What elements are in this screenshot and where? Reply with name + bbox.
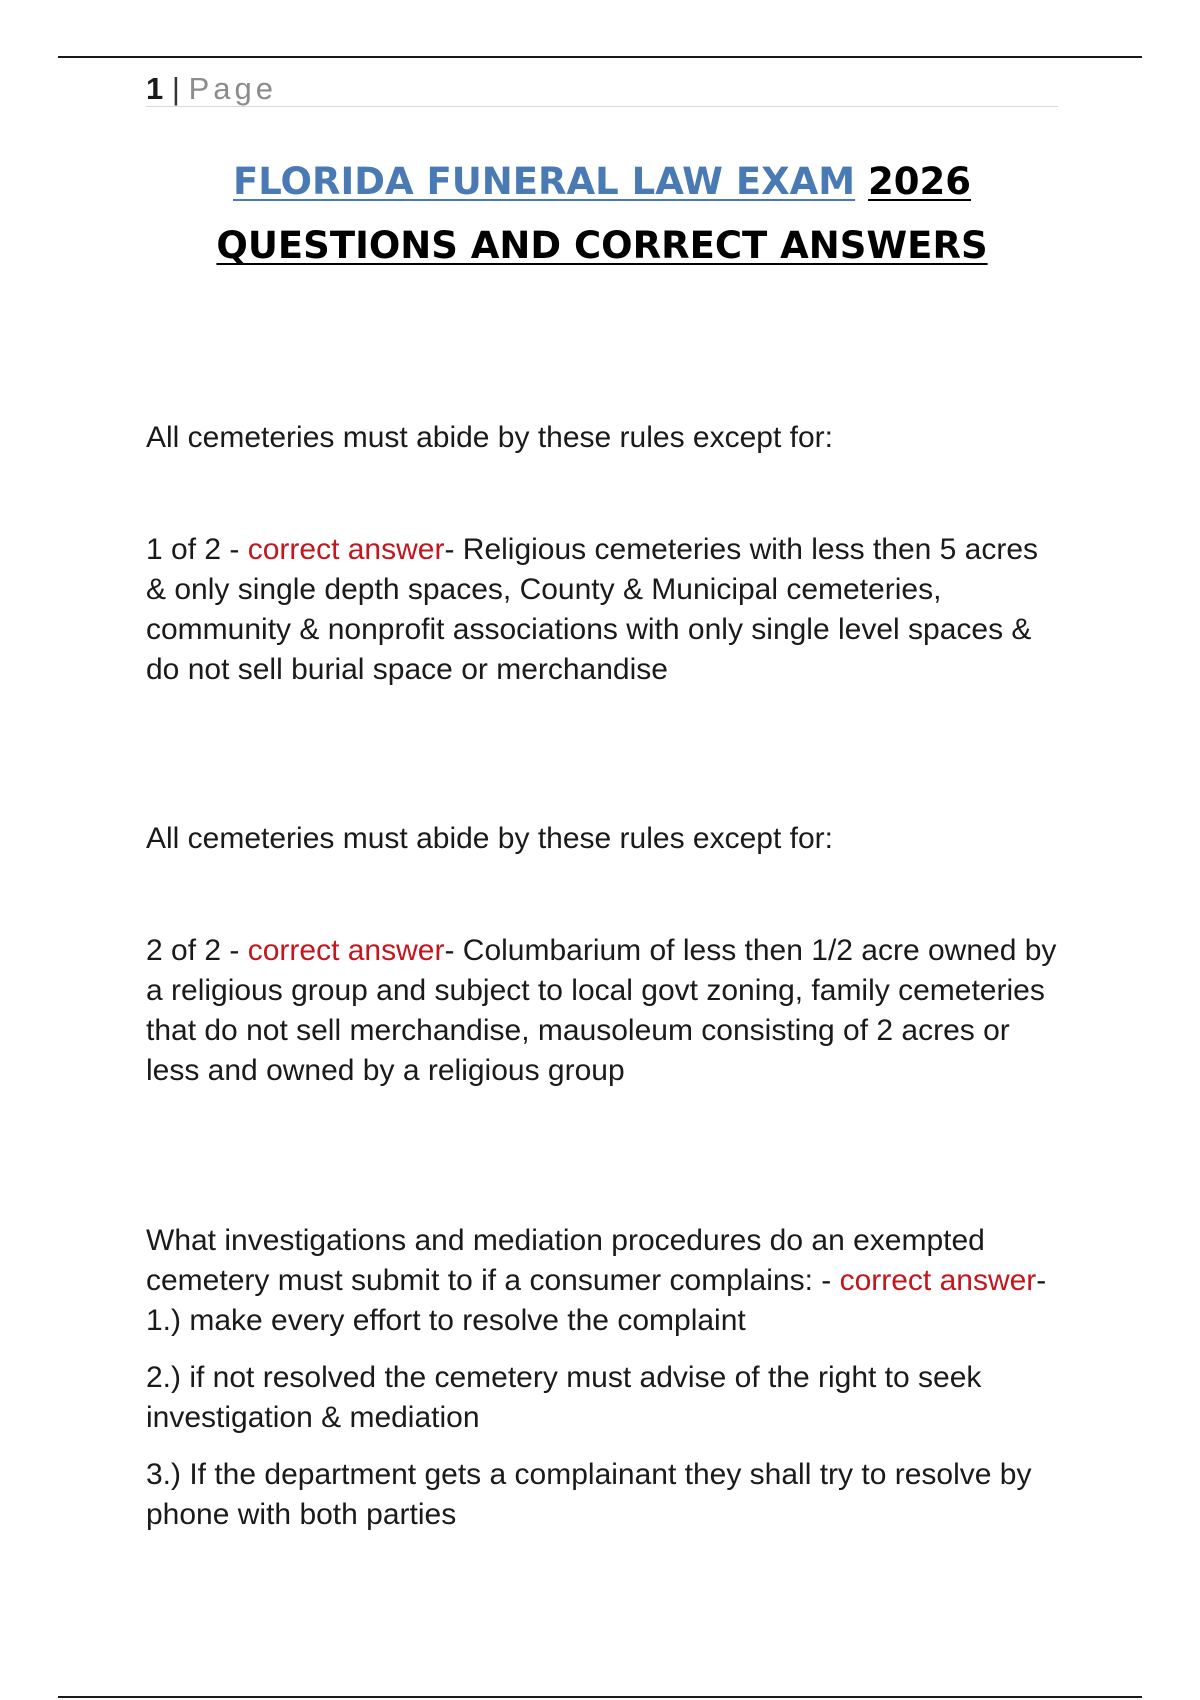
bottom-rule (58, 1696, 1142, 1698)
page-number: 1 (146, 71, 164, 106)
question-3: What investigations and mediation procedures do an exempted cemetery must submit to if a consumer complains: - (146, 1224, 985, 1297)
question-answer-3 (146, 1221, 1066, 1341)
top-rule (58, 56, 1142, 58)
answer-2-text: - Columbarium of less then 1/2 acre owned by a religious group and subject to local govt zoning, family cemeteries that do not sell merchandise, mausoleum consisting of 2 acres or less and owned by a religious group (146, 934, 1057, 1087)
page-label: Page (188, 71, 277, 106)
answer-1-text: - Religious cemeteries with less then 5 acres & only single depth spaces, County & Municipal cemeteries, community & nonprofit associations with only single level spaces & do not sell burial space or merchandise (146, 533, 1039, 686)
answer-3-text: - 1.) make every effort to resolve the complaint (146, 1264, 1047, 1337)
page-header (146, 72, 1058, 107)
answer-1 (146, 530, 1066, 690)
title-line2: QUESTIONS AND CORRECT ANSWERS (216, 224, 988, 267)
question-2: All cemeteries must abide by these rules except for: (146, 822, 833, 855)
answer-3-step-2: 2.) if not resolved the cemetery must advise of the right to seek investigation & mediation (146, 1361, 982, 1434)
answer-1-prefix: 1 of 2 - (146, 533, 248, 566)
page-separator: | (171, 71, 180, 106)
title-line1-blue: FLORIDA FUNERAL LAW EXAM (233, 160, 856, 203)
question-1: All cemeteries must abide by these rules except for: (146, 421, 833, 454)
answer-1-marker: correct answer (247, 533, 445, 566)
answer-2-prefix: 2 of 2 - (146, 934, 248, 967)
title-line1-year: 2026 (868, 160, 971, 203)
answer-2-marker: correct answer (247, 934, 445, 967)
answer-3-marker: correct answer (839, 1264, 1037, 1297)
answer-2 (146, 931, 1066, 1091)
answer-3-step-3: 3.) If the department gets a complainant they shall try to resolve by phone with both parties (146, 1458, 1032, 1531)
document-title (146, 150, 1058, 278)
